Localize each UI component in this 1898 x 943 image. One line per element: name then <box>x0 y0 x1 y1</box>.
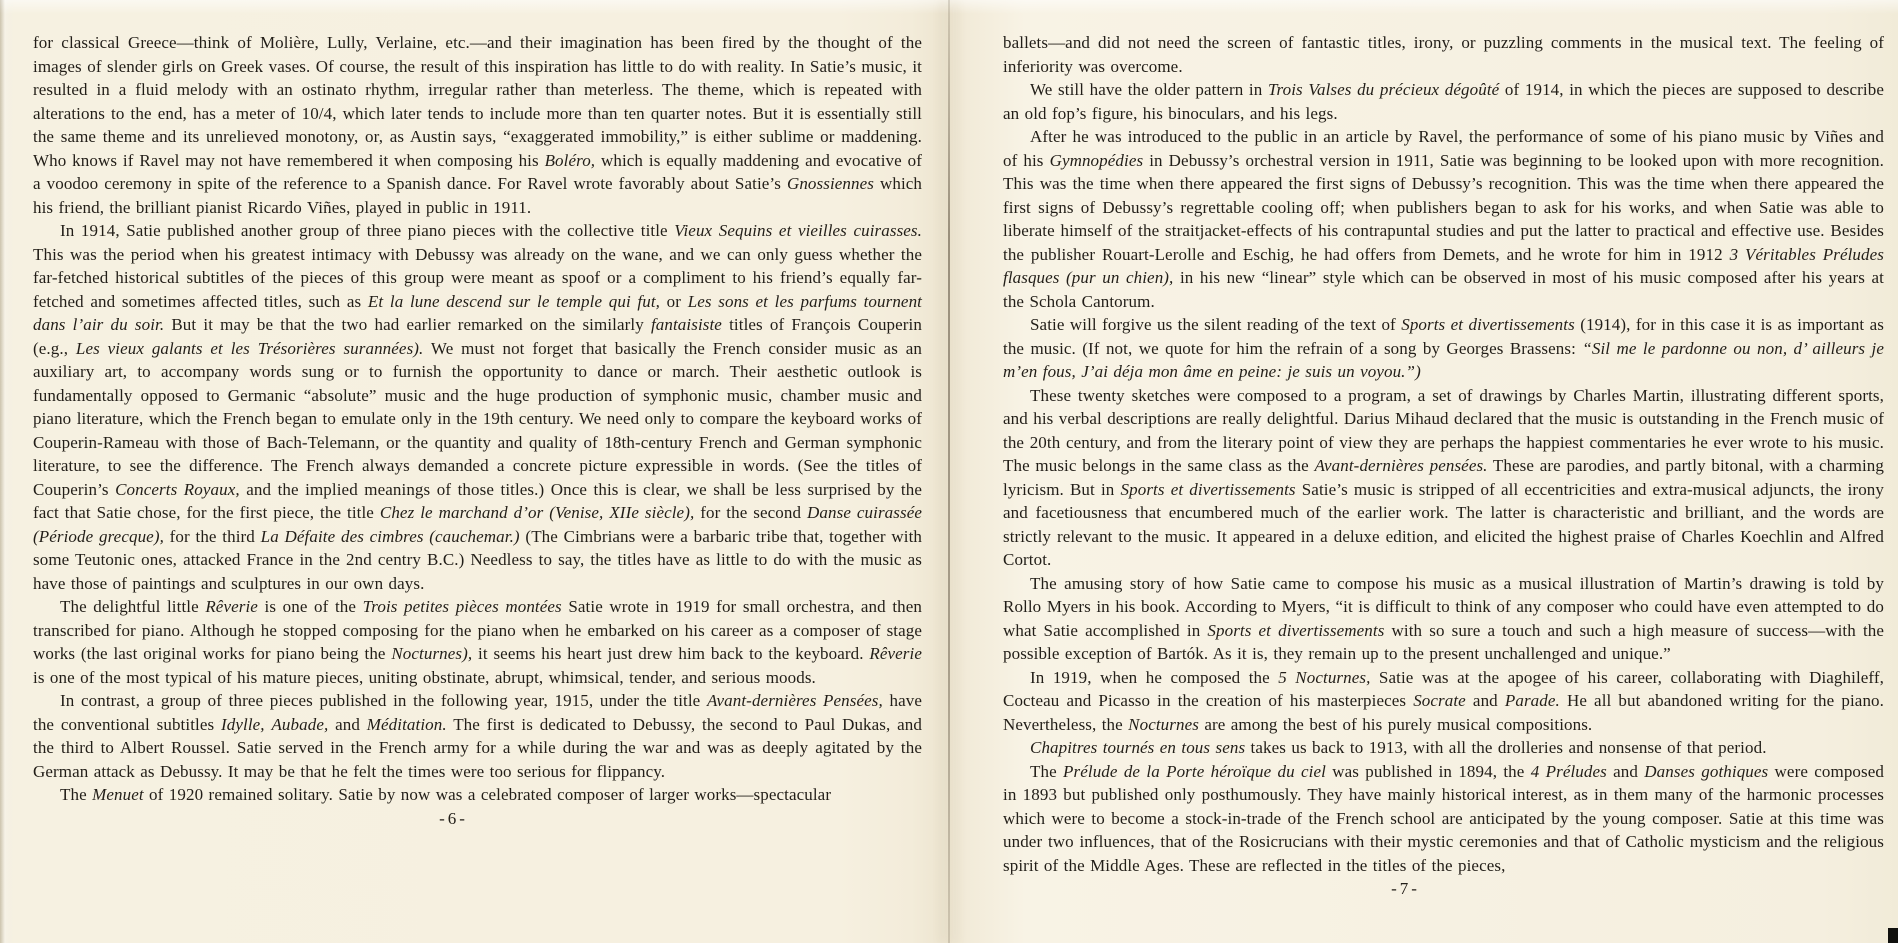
italic-text-segment: 4 Préludes <box>1530 761 1607 781</box>
text-segment: were composed in 1893 but published only posthumously. They have mainly historical interest, as in them many of the harmonic processes which were to become a stock-in-trade of the French school are anticipated by the young composer. Satie at this time was under two influences, that of the Rosicrucians with their mystic ceremonies and that of Catholic mysticism and the religious spirit of the Middle Ages. These are reflected in the titles of the pieces, <box>1003 761 1884 875</box>
italic-text-segment: Nocturnes <box>1128 714 1199 734</box>
paragraph <box>1003 125 1884 313</box>
paragraph <box>33 219 922 595</box>
italic-text-segment: La Défaite des cimbres (cauchemar.) <box>260 526 520 546</box>
text-segment: The amusing story of how Satie came to compose his music as a musical illustration of Martin’s drawing is told by Rollo Myers in his book. According to Myers, “it is difficult to think of any composer who could have even attempted to do what Satie accomplished in <box>1003 573 1884 640</box>
italic-text-segment: Trois petites pièces montées <box>362 597 562 616</box>
italic-text-segment: Trois Valses du précieux dégoûté <box>1267 80 1500 99</box>
paragraph <box>1003 736 1884 760</box>
paragraph <box>1003 31 1884 78</box>
italic-text-segment: Avant-dernières pensées. <box>1314 456 1488 475</box>
text-segment: titles of François Couperin (e.g., <box>33 315 922 358</box>
text-segment: ballets—and did not need the screen of fantastic titles, irony, or puzzling comments in the musical text. The feeling of inferiority was overcome. <box>1003 33 1884 76</box>
text-segment: is one of the most typical of his mature pieces, uniting obstinate, abrupt, whimsical, tender, and serious moods. <box>33 667 816 687</box>
paragraph <box>33 783 922 807</box>
paragraph <box>1003 666 1884 737</box>
text-segment: The first is dedicated to Debussy, the second to Paul Dukas, and the third to Albert Roussel. Satie served in the French army for a while during the war and was as deeply agitated by the German attack as Debussy. It may be that he felt the times were too serious for flippancy. <box>33 714 922 781</box>
text-segment: for the second <box>694 503 808 522</box>
text-segment: with so sure a touch and such a high measure of success—with the possible exception of Bartók. As it is, they remain up to the present unchallenged and unique.” <box>1003 620 1885 663</box>
paragraph <box>1003 313 1884 384</box>
italic-text-segment: Idylle, <box>221 714 265 734</box>
italic-text-segment: Gnossiennes <box>786 174 874 193</box>
paragraph <box>1003 760 1884 878</box>
italic-text-segment: Sports et divertissements <box>1120 479 1296 499</box>
paragraph <box>33 689 922 783</box>
gutter-fold-line <box>948 0 950 943</box>
italic-text-segment: Chapitres tournés en tous sens <box>1030 738 1246 757</box>
italic-text-segment: Chez le marchand d’or (Venise, XIIe siècle), <box>379 503 695 522</box>
text-segment: takes us back to 1913, with all the drolleries and nonsense of that period. <box>1245 738 1767 757</box>
italic-text-segment: Sports et divertissements <box>1207 620 1385 640</box>
paragraph <box>33 595 922 689</box>
paragraph <box>1003 78 1884 125</box>
italic-text-segment: Danse cuirassée (Période grecque), <box>33 503 923 546</box>
italic-text-segment: “Sil me le pardonne ou non, d’ ailleurs je m’en fous, J’ai déja mon âme en peine: je suis un voyou.”) <box>1003 338 1884 381</box>
italic-text-segment: Vieux Sequins et vieilles cuirasses. <box>674 221 922 240</box>
italic-text-segment: Les sons et les parfums tournent dans l’air du soir. <box>33 291 922 334</box>
italic-text-segment: 3 Véritables Préludes flasques (pur un chien), <box>1003 244 1884 287</box>
text-segment: of 1920 remained solitary. Satie by now was a celebrated composer of larger works—spectacular <box>143 785 832 804</box>
text-segment: Satie wrote in 1919 for small orchestra, and then transcribed for piano. Although he stopped composing for the piano when he embarked on his career as a composer of stage works (the last original works for piano being the <box>33 597 923 663</box>
text-segment: or <box>660 291 688 311</box>
italic-text-segment: Menuet <box>92 785 144 804</box>
text-segment: The <box>60 785 93 804</box>
text-segment: In 1919, when he composed the <box>1030 667 1279 687</box>
text-segment: He all but abandoned writing for the piano. Nevertheless, the <box>1003 691 1884 734</box>
italic-text-segment: 5 Nocturnes, <box>1278 667 1371 687</box>
text-segment: for classical Greece—think of Molière, Lully, Verlaine, etc.—and their imagination has been fired by the thought of the images of slender girls on Greek vases. Of course, the result of this inspiration has little to do with reality. In Satie’s music, it resulted in a fluid melody with an ostinato rhythm, irregular rather than meterless. The theme, which is repeated with alterations to the end, has a meter of 10/4, which later tends to include more than ten quarter notes. But it is essentially still the same theme and its unrelieved monotony, or, as Austin says, “exaggerated immobility,” is either sublime or maddening. Who knows if Ravel may not have remembered it when composing his <box>33 33 922 170</box>
italic-text-segment: Nocturnes), <box>391 644 473 663</box>
italic-text-segment: Socrate <box>1413 691 1466 710</box>
italic-text-segment: Parade. <box>1504 691 1560 710</box>
scan-left-edge-shadow <box>0 0 14 943</box>
italic-text-segment: Gymnopédies <box>1049 150 1144 170</box>
italic-text-segment: Rêverie <box>205 597 258 616</box>
text-segment: The delightful little <box>60 597 206 616</box>
page-left-text-column <box>33 31 922 807</box>
text-segment: We still have the older pattern in <box>1030 80 1268 99</box>
text-segment: and <box>1606 761 1645 781</box>
text-segment: But it may be that the two had earlier remarked on the similarly <box>164 315 651 334</box>
italic-text-segment: Rêverie <box>869 644 922 663</box>
italic-text-segment: Aubade, <box>271 714 329 734</box>
text-segment: Satie will forgive us the silent reading of the text of <box>1030 315 1402 334</box>
page-left-number: -6- <box>439 808 468 828</box>
paragraph <box>1003 384 1884 572</box>
text-segment: was published in 1894, the <box>1325 761 1531 781</box>
text-segment: in his new “linear” style which can be observed in most of his music composed after his years at the Schola Cantorum. <box>1003 268 1885 311</box>
page-left <box>33 31 922 830</box>
paragraph <box>33 31 922 219</box>
text-segment: of 1914, in which the pieces are supposed to describe an old fop’s figure, his binoculars, and his legs. <box>1003 80 1884 123</box>
italic-text-segment: Danses gothiques <box>1644 761 1769 781</box>
text-segment: In contrast, a group of three pieces published in the following year, 1915, under the title <box>60 691 707 710</box>
text-segment: which is equally maddening and evocative of a voodoo ceremony in spite of the reference to a Spanish dance. For Ravel wrote favorably about Satie’s <box>33 150 922 193</box>
text-segment: which his friend, the brilliant pianist Ricardo Viñes, played in public in 1911. <box>33 174 923 217</box>
italic-text-segment: Avant-dernières Pensées, <box>706 691 883 710</box>
italic-text-segment: Boléro, <box>544 150 596 170</box>
italic-text-segment: Les vieux galants et les Trésorières surannées). <box>75 338 424 358</box>
text-segment: After he was introduced to the public in an article by Ravel, the performance of some of his piano music by Viñes and of his <box>1003 127 1884 170</box>
text-segment: These twenty sketches were composed to a program, a set of drawings by Charles Martin, illustrating different sports, and his verbal descriptions are really delightful. Darius Mihaud declared that the music is outstanding in the French music of the 20th century, and from the literary point of view they are perhaps the happiest commentaries he ever wrote to his music. The music belongs in the same class as the <box>1003 385 1884 475</box>
text-segment: is one of the <box>257 597 363 616</box>
text-segment: are among the best of his purely musical compositions. <box>1198 714 1593 734</box>
text-segment: it seems his heart just drew him back to the keyboard. <box>472 644 870 663</box>
paragraph <box>1003 572 1884 666</box>
page-right-text-column <box>1003 31 1884 877</box>
italic-text-segment: Sports et divertissements <box>1401 315 1575 334</box>
page-right-number: -7- <box>1391 879 1420 898</box>
italic-text-segment: Prélude de la Porte héroïque du ciel <box>1063 761 1326 781</box>
text-segment: Satie’s music is stripped of all eccentricities and extra-musical adjuncts, the irony and facetiousness that encumbered much of the earlier work. The latter is characteristic and brilliant, and the words are strictly relevant to the music. It appeared in a deluxe edition, and elicited the highest praise of Charles Koechlin and Alfred Cortot. <box>1003 479 1884 569</box>
text-segment: We must not forget that basically the French consider music as an auxiliary art, to accompany words sung or to furnish the opportunity to dance or march. Their aesthetic outlook is fundamentally opposed to Germanic “absolute” music and the huge production of symphonic music, chamber music and piano literature, which the French began to emulate only in the 19th century. We need only to compare the keyboard works of Couperin-Rameau with those of Bach-Telemann, or the quantity and quality of 18th-century French and German symphonic literature, to see the difference. The French always demanded a concrete picture expressible in words. (See the titles of Couperin’s <box>33 338 922 499</box>
italic-text-segment: Concerts Royaux, <box>115 479 240 499</box>
text-segment: have the conventional subtitles <box>33 691 922 734</box>
text-segment: in Debussy’s orchestral version in 1911, Satie was beginning to be looked upon with more recognition. This was the time when there appeared the first signs of Debussy’s recognition. This was the time when there appeared the first signs of Debussy’s regrettable cooling off; when publishers began to ask for his works, and when Satie was able to liberate himself of the straitjacket-effects of his contrapuntal studies and put the latter to practical and effective use. Besides the publisher Rouart-Lerolle and Eschig, he had offers from Demets, and he wrote for him in 1912 <box>1003 150 1885 264</box>
scan-black-corner-mark <box>1888 928 1898 943</box>
text-segment: (The Cimbrians were a barbaric tribe that, together with some Teutonic ones, attacked France in the 2nd centry B.C.) Needless to say, the titles have as little to do with the music as have those of paintings and sculptures in our own days. <box>33 526 923 593</box>
text-segment: Satie was at the apogee of his career, collaborating with Diaghileff, Cocteau and Picasso in the creation of his masterpieces <box>1003 667 1884 710</box>
italic-text-segment: Méditation. <box>366 714 447 734</box>
text-segment: (1914), for in this case it is as important as the music. (If not, we quote for him the refrain of a song by Georges Brassens: <box>1003 315 1884 358</box>
text-segment: and <box>1465 691 1505 710</box>
text-segment: In 1914, Satie published another group of three piano pieces with the collective title <box>60 221 675 240</box>
text-segment: The <box>1030 761 1064 781</box>
text-segment: and the implied meanings of those titles.) Once this is clear, we shall be less surprised by the fact that Satie chose, for the first piece, the title <box>33 479 922 522</box>
italic-text-segment: Et la lune descend sur le temple qui fut, <box>367 291 661 311</box>
italic-text-segment: fantaisiste <box>650 315 722 334</box>
text-segment: These are parodies, and partly bitonal, with a charming lyricism. But in <box>1003 456 1884 499</box>
text-segment: for the third <box>163 526 261 546</box>
text-segment: This was the period when his greatest intimacy with Debussy was already on the wane, and we can only guess whether the far-fetched historical subtitles of the pieces of this group were meant as spoof or a compliment to his friend’s equally far-fetched and sometimes affected titles, such as <box>33 244 922 311</box>
text-segment: and <box>328 714 367 734</box>
page-right <box>1003 31 1884 900</box>
